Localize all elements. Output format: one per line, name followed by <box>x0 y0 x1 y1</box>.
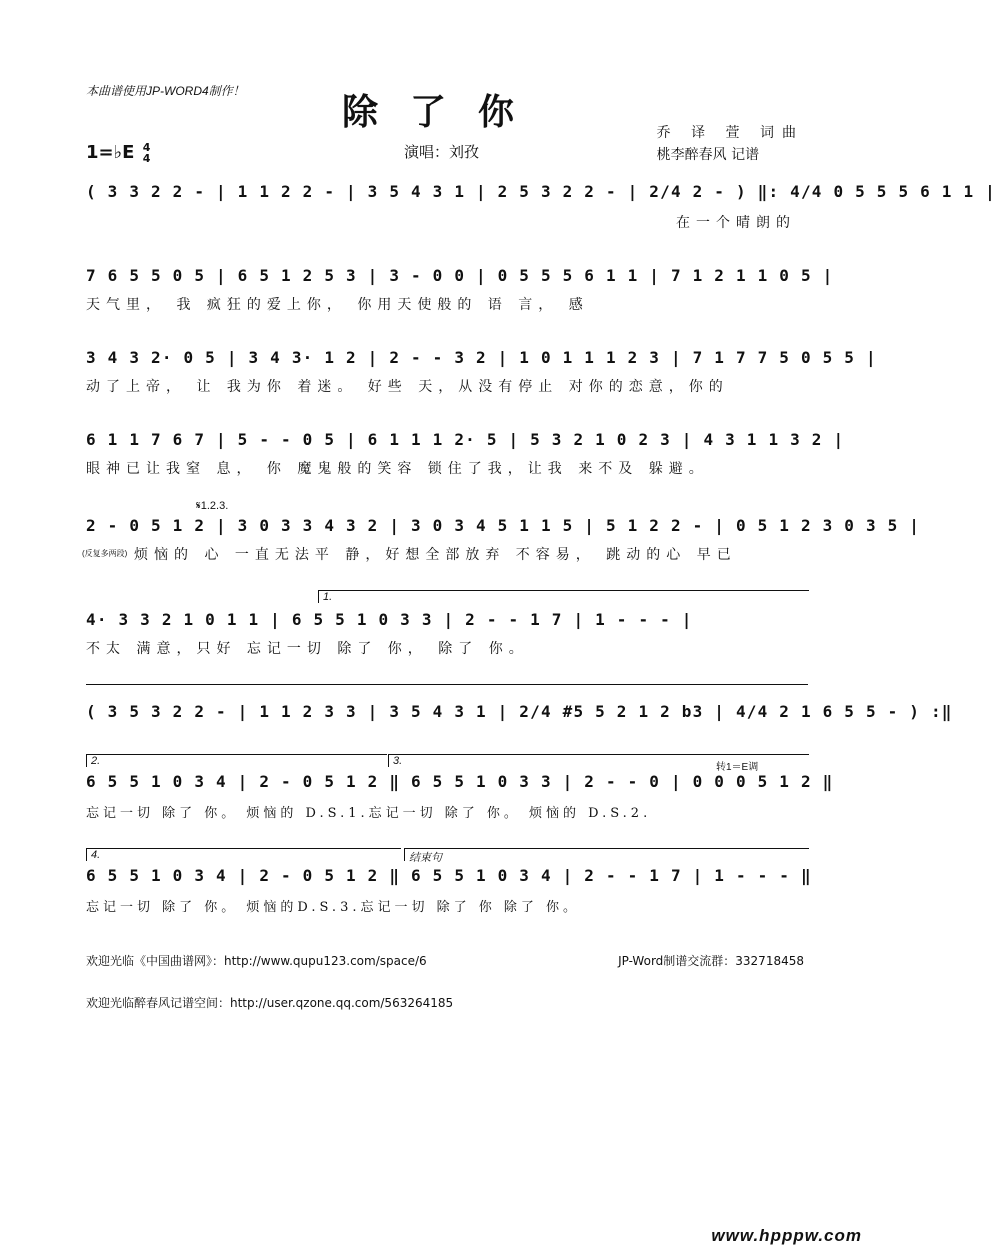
watermark: www.hpppw.com <box>711 1226 862 1245</box>
notes-row: 3 4 3 2· 0 5 | 3 4 3· 1 2 | 2 - - 3 2 | 1 0 1 1 1 2 3 | 7 1 7 7 5 0 5 5 | <box>86 348 877 367</box>
notes-row: ( 3 5 3 2 2 - | 1 1 2 3 3 | 3 5 4 3 1 | 2/4 #5 5 2 1 2 b3 | 4/4 2 1 6 5 5 - ) :‖ <box>86 702 953 721</box>
volta-2: 2. <box>86 754 387 767</box>
segno-mark: 𝄋1.2.3. <box>196 500 229 512</box>
key-text: 1=♭E <box>86 142 135 163</box>
lyrics-row: 眼神已让我窒 息， 你 魔鬼般的笑容 锁住了我，让我 来不及 躲避。 <box>86 461 709 477</box>
time-numerator: 4 <box>142 141 151 154</box>
credits <box>657 122 804 166</box>
tool-note: 本曲谱使用JP-WORD4制作！ <box>86 84 245 98</box>
group-info: JP-Word制谱交流群：332718458 <box>618 954 804 968</box>
time-signature <box>143 142 151 164</box>
notes-row: ( 3 3 2 2 - | 1 1 2 2 - | 3 5 4 3 1 | 2 5 3 2 2 - | 2/4 2 - ) ‖: 4/4 0 5 5 5 6 1 1 | <box>86 182 996 201</box>
time-denominator: 4 <box>142 152 151 165</box>
transcriber: 桃李醉春风 记谱 <box>656 147 760 163</box>
coda-label: 结束句 <box>404 848 809 861</box>
notes-row: 6 5 5 1 0 3 4 | 2 - 0 5 1 2 ‖ 6 5 5 1 0 3 4 | 2 - - 1 7 | 1 - - - ‖ <box>86 866 812 885</box>
lyrics-row: 不太 满意，只好 忘记一切 除了 你， 除了 你。 <box>86 641 529 657</box>
site-link[interactable]: 欢迎光临《中国曲谱网》：http://www.qupu123.com/space/6 <box>86 954 427 968</box>
volta-1: 1. <box>318 590 809 603</box>
lyrics-row: 烦恼的 心 一直无法平 静，好想全部放弃 不容易， 跳动的心 早已 <box>134 547 737 563</box>
notes-row: 7 6 5 5 0 5 | 6 5 1 2 5 3 | 3 - 0 0 | 0 5 5 5 6 1 1 | 7 1 2 1 1 0 5 | <box>86 266 834 285</box>
space-link[interactable]: 欢迎光临醉春风记谱空间：http://user.qzone.qq.com/563264185 <box>86 996 454 1010</box>
song-title: 除了你 <box>341 92 546 133</box>
volta-line <box>86 684 808 697</box>
composer: 乔 译 萱 词曲 <box>656 125 804 141</box>
lyrics-row: 忘记一切 除了 你。 烦恼的 D.S.1.忘记一切 除了 你。 烦恼的 D.S.2. <box>86 806 652 821</box>
volta-4: 4. <box>86 848 401 861</box>
modulation-note: 转1＝E调 <box>716 762 759 773</box>
lyrics-row: 在一个晴朗的 <box>676 215 796 231</box>
notes-row: 4· 3 3 2 1 0 1 1 | 6 5 5 1 0 3 3 | 2 - - 1 7 | 1 - - - | <box>86 610 693 629</box>
key-signature <box>86 142 150 164</box>
volta-3: 3. <box>388 754 809 767</box>
lyrics-row: 动了上帝， 让 我为你 着迷。 好些 天，从没有停止 对你的恋意，你的 <box>86 379 729 395</box>
notes-row: 6 5 5 1 0 3 4 | 2 - 0 5 1 2 ‖ 6 5 5 1 0 3 3 | 2 - - 0 | 0 0 0 5 1 2 ‖ <box>86 772 834 791</box>
lyrics-row: 天气里， 我 疯狂的爱上你， 你用天使般的 语 言， 感 <box>86 297 589 313</box>
lyrics-row: 忘记一切 除了 你。 烦恼的D.S.3.忘记一切 除了 你 除了 你。 <box>86 900 580 915</box>
notes-row: 2 - 0 5 1 2 | 3 0 3 3 4 3 2 | 3 0 3 4 5 1 1 5 | 5 1 2 2 - | 0 5 1 2 3 0 3 5 | <box>86 516 921 535</box>
repeat-note: (反复多两段) <box>82 549 128 558</box>
notes-row: 6 1 1 7 6 7 | 5 - - 0 5 | 6 1 1 1 2· 5 | 5 3 2 1 0 2 3 | 4 3 1 1 3 2 | <box>86 430 845 449</box>
singer: 演唱：刘孜 <box>404 143 480 161</box>
